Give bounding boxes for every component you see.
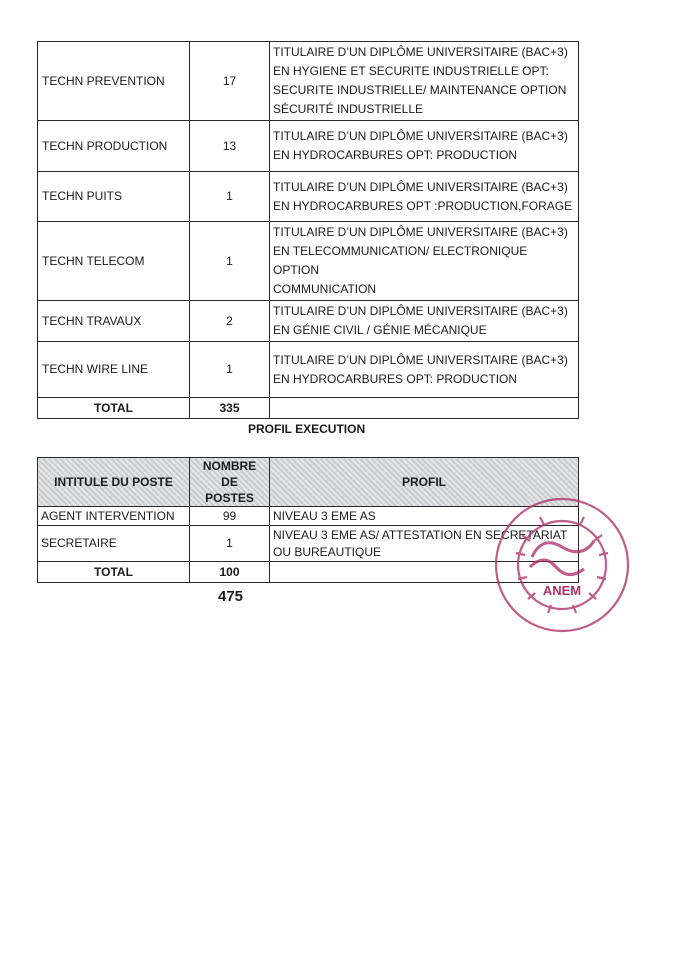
profil-cell xyxy=(270,121,579,172)
poste-cell: TECHN PRODUCTION xyxy=(38,121,190,172)
nombre-cell: 1 xyxy=(190,526,270,562)
header-nombre xyxy=(190,458,270,507)
profil-line: EN HYDROCARBURES OPT :PRODUCTION,FORAGE xyxy=(273,198,573,213)
profil-line: SÉCURITÉ INDUSTRIELLE xyxy=(273,102,424,116)
profil-line: EN GÉNIE CIVIL / GÉNIE MÉCANIQUE xyxy=(273,323,487,337)
profil-line: COMMUNICATION xyxy=(273,282,377,296)
profil-line: SECURITE INDUSTRIELLE/ MAINTENANCE OPTION xyxy=(273,83,567,97)
profil-cell xyxy=(270,342,579,398)
nombre-cell: 13 xyxy=(190,121,270,172)
profil-line: TITULAIRE D’UN DIPLÔME UNIVERSITAIRE (BAC+3) xyxy=(273,129,568,143)
nombre-cell: 2 xyxy=(190,301,270,342)
profil-line: TITULAIRE D’UN DIPLÔME UNIVERSITAIRE (BAC+3) xyxy=(273,352,568,367)
total-label: TOTAL xyxy=(38,398,190,419)
section-title: PROFIL EXECUTION xyxy=(248,422,366,436)
header-profil: PROFIL xyxy=(270,458,579,507)
profil-line: EN HYGIENE ET SECURITE INDUSTRIELLE OPT: xyxy=(273,64,549,78)
poste-cell: SECRETAIRE xyxy=(38,526,190,562)
profil-line: EN TELECOMMUNICATION/ ELECTRONIQUE OPTION xyxy=(273,244,528,277)
empty-cell xyxy=(270,398,579,419)
nombre-cell: 99 xyxy=(190,507,270,526)
anem-stamp-icon xyxy=(492,495,632,635)
profil-line: TITULAIRE D’UN DIPLÔME UNIVERSITAIRE (BAC+3) xyxy=(273,304,568,318)
profil-line: NIVEAU 3 EME AS/ ATTESTATION EN SECRETARIAT xyxy=(273,527,568,542)
poste-cell: TECHN PUITS xyxy=(38,172,190,222)
profil-cell xyxy=(270,301,579,342)
table-row xyxy=(38,222,579,301)
table-row xyxy=(38,172,579,222)
table-row xyxy=(38,301,579,342)
header-poste: INTITULE DU POSTE xyxy=(38,458,190,507)
nombre-cell: 1 xyxy=(190,172,270,222)
poste-cell: TECHN WIRE LINE xyxy=(38,342,190,398)
profil-line: TITULAIRE D’UN DIPLÔME UNIVERSITAIRE (BAC+3) xyxy=(273,179,568,194)
nombre-cell: 1 xyxy=(190,222,270,301)
profil-line: NIVEAU 3 EME AS xyxy=(273,508,376,523)
header-nombre-line: NOMBRE DE xyxy=(202,459,257,489)
profil-line: EN HYDROCARBURES OPT: PRODUCTION xyxy=(273,371,518,386)
total-value: 335 xyxy=(190,398,270,419)
profil-line: OU BUREAUTIQUE xyxy=(273,544,382,559)
grand-total: 475 xyxy=(218,588,244,605)
profil-cell xyxy=(270,222,579,301)
profil-line: TITULAIRE D’UN DIPLÔME UNIVERSITAIRE (BAC+3) xyxy=(273,45,568,59)
table-row xyxy=(38,342,579,398)
header-nombre-line: POSTES xyxy=(205,491,254,505)
poste-cell: TECHN TRAVAUX xyxy=(38,301,190,342)
total-label: TOTAL xyxy=(38,562,190,583)
poste-cell: TECHN PREVENTION xyxy=(38,42,190,121)
nombre-cell: 17 xyxy=(190,42,270,121)
poste-cell: TECHN TELECOM xyxy=(38,222,190,301)
profil-cell xyxy=(270,42,579,121)
technician-table xyxy=(37,41,579,419)
total-row xyxy=(38,398,579,419)
profil-line: EN HYDROCARBURES OPT: PRODUCTION xyxy=(273,148,518,162)
table-row xyxy=(38,121,579,172)
profil-line: TITULAIRE D’UN DIPLÔME UNIVERSITAIRE (BAC+3) xyxy=(273,225,568,239)
profil-cell xyxy=(270,172,579,222)
stamp-label: ANEM xyxy=(542,583,582,598)
table-row xyxy=(38,42,579,121)
total-value: 100 xyxy=(190,562,270,583)
nombre-cell: 1 xyxy=(190,342,270,398)
poste-cell: AGENT INTERVENTION xyxy=(38,507,190,526)
